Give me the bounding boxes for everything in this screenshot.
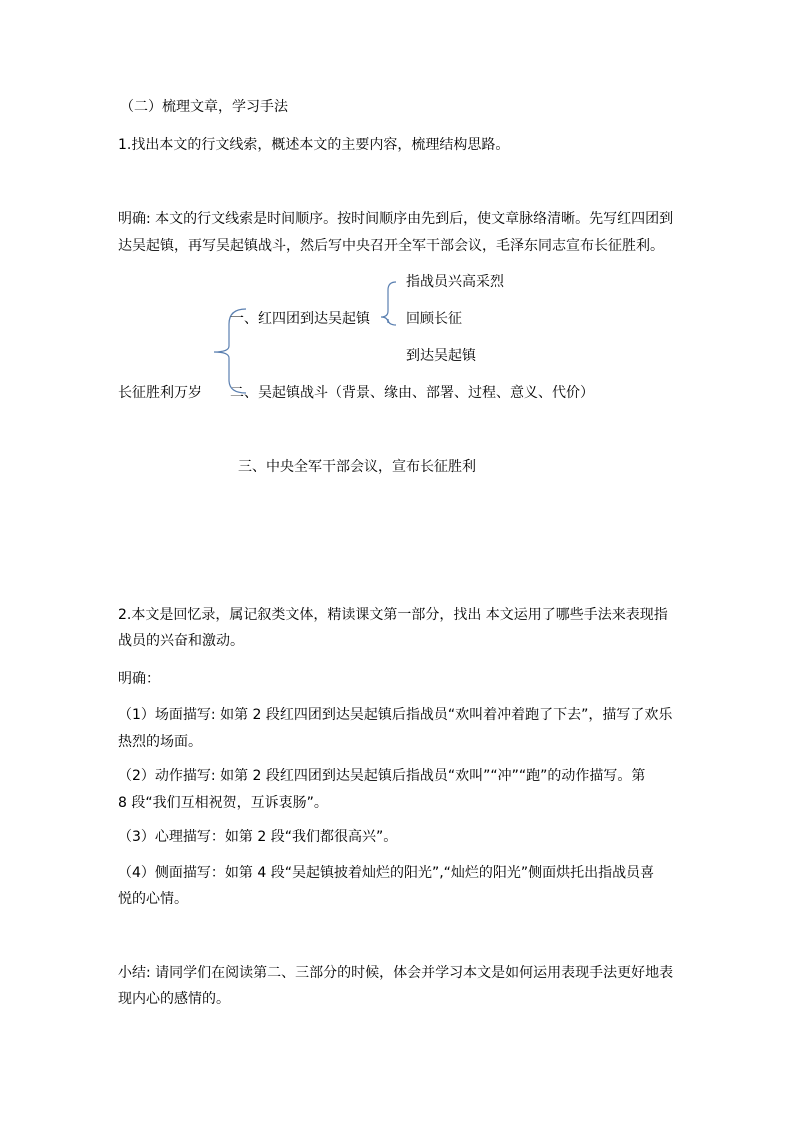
diagram-branch-1: 一、红四团到达吴起镇 [230,311,370,327]
section-heading: （二）梳理文章，学习手法 [120,99,288,115]
answer-2-item-1-line-1: （1）场面描写: 如第 2 段红四团到达吴起镇后指战员“欢叫着冲着跑了下去”，描写了欢乐 [118,707,673,723]
diagram-branch-1-sub-1: 指战员兴高采烈 [406,274,504,290]
answer-1-line-1: 明确: 本文的行文线索是时间顺序。按时间顺序由先到后，使文章脉络清晰。先写红四团到 [118,211,674,227]
answer-2-label: 明确： [118,671,160,687]
answer-2-item-4-line-1: （4）侧面描写：如第 4 段“吴起镇披着灿烂的阳光”,“灿烂的阳光”侧面烘托出指战员喜 [118,865,655,881]
diagram-branch-3: 三、中央全军干部会议，宣布长征胜利 [238,459,476,475]
answer-1-line-2: 达吴起镇，再写吴起镇战斗，然后写中央召开全军干部会议，毛泽东同志宣布长征胜利。 [118,238,664,254]
diagram-root: 长征胜利万岁 [118,385,202,401]
summary-line-1: 小结: 请同学们在阅读第二、三部分的时候，体会并学习本文是如何运用表现手法更好地表 [118,965,674,981]
answer-2-item-2-line-1: （2）动作描写: 如第 2 段红四团到达吴起镇后指战员“欢叫”“冲”“跑”的动作描写。第 [118,768,646,784]
answer-2-item-1-line-2: 热烈的场面。 [118,734,202,750]
question-1: 1.找出本文的行文线索，概述本文的主要内容，梳理结构思路。 [118,137,510,153]
question-2-line-2: 战员的兴奋和激动。 [118,633,244,649]
diagram-branch-1-sub-3: 到达吴起镇 [406,348,476,364]
summary-line-2: 现内心的感情的。 [118,991,230,1007]
answer-2-item-3: （3）心理描写：如第 2 段“我们都很高兴”。 [118,829,398,845]
diagram-branch-1-sub-2: 回顾长征 [406,311,462,327]
answer-2-item-2-line-2: 8 段“我们互相祝贺，互诉衷肠”。 [118,795,328,811]
diagram-branch-2: 二、吴起镇战斗（背景、缘由、部署、过程、意义、代价） [230,385,594,401]
question-2-line-1: 2.本文是回忆录，属记叙类文体，精读课文第一部分，找出 本文运用了哪些手法来表现指 [118,607,668,623]
answer-2-item-4-line-2: 悦的心情。 [118,891,188,907]
